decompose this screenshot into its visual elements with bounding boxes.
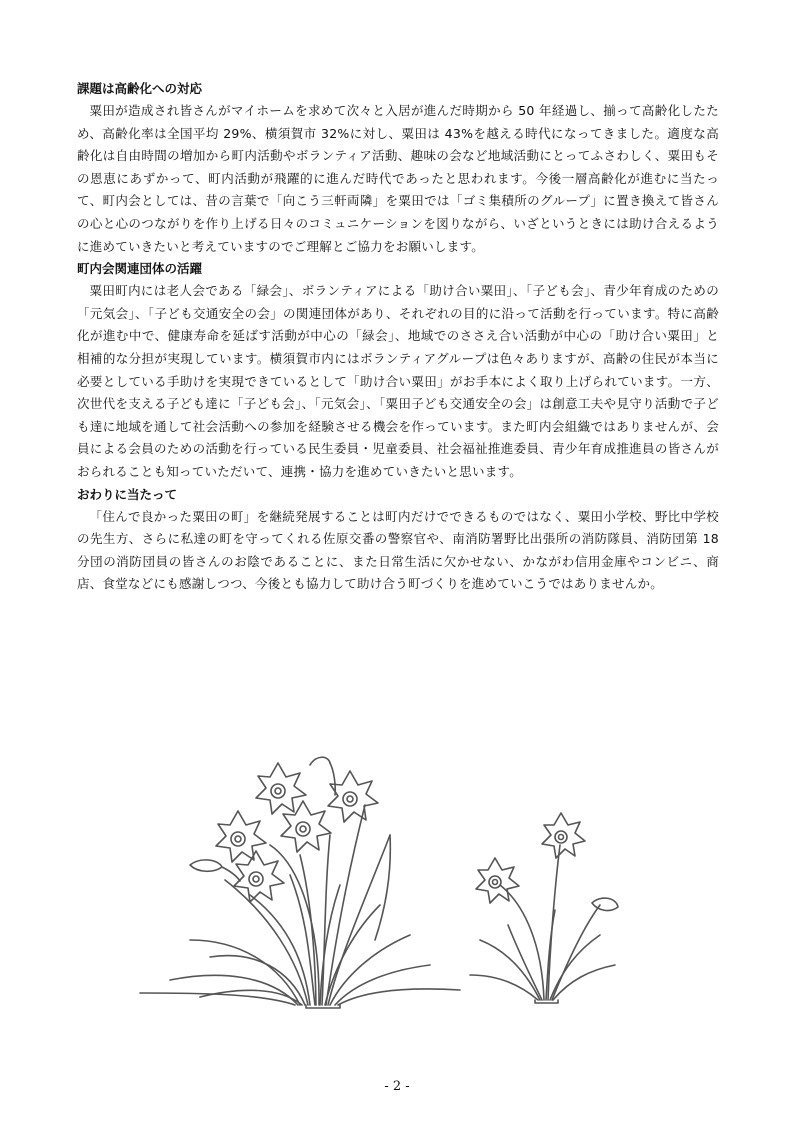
- section-paragraph: 粟田が造成され皆さんがマイホームを求めて次々と入居が進んだ時期から 50 年経過し、揃って高齢化したため、高齢化率は全国平均 29%、横須賀市 32%に対し、粟田は 43%を越える時代になってきました。適度な高齢化は自由時間の増加から町内活動やボランティア活動、趣味の会など地域活動にとってふさわしく、粟田もその恩恵にあずかって、町内活動が飛躍的に進んだ時代であったと思われます。今後一層高齢化が進むに当たって、町内会としては、昔の言葉で「向こう三軒両隣」を粟田では「ゴミ集積所のグループ」に置き換えて皆さんの心と心のつながりを作り上げる日々のコミュニケーションを図りながら、いざというときには助け合えるように進めていきたいと考えていますのでご理解とご協力をお願いします。: [77, 103, 719, 254]
- small-daffodil-cluster-icon: [470, 813, 618, 1003]
- section-related-groups: [77, 258, 719, 483]
- section-closing: [77, 484, 719, 596]
- page-number: - 2 -: [384, 1079, 410, 1094]
- section-heading: おわりに当たって: [77, 486, 178, 502]
- section-paragraph: 「住んで良かった粟田の町」を継続発展することは町内だけでできるものではなく、粟田小学校、野比中学校の先生方、さらに私達の町を守ってくれる佐原交番の警察官や、南消防署野比出張所の消防隊員、消防団第 18 分団の消防団員の皆さんのお陰であることに、また日常生活に欠かせない、かながわ信用金庫やコンビニ、商店、食堂などにも感謝しつつ、今後とも協力して助け合う町づくりを進めていこうではありませんか。: [77, 508, 719, 592]
- section-paragraph: 粟田町内には老人会である「緑会」、ボランティアによる「助け合い粟田」、「子ども会」、青少年育成のための「元気会」、「子ども交通安全の会」の関連団体があり、それぞれの目的に沿って活動を行っています。特に高齢化が進む中で、健康寿命を延ばす活動が中心の「緑会」、地域でのささえ合い活動が中心の「助け合い粟田」と相補的な分担が実現しています。横須賀市内にはボランティアグループは色々ありますが、高齢の住民が本当に必要としている手助けを実現できているとして「助け合い粟田」がお手本によく取り上げられています。一方、次世代を支える子ども達に「子ども会」、「元気会」、「粟田子ども交通安全の会」は創意工夫や見守り活動で子ども達に地域を通して社会活動への参加を経験させる機会を作っています。また町内会組織ではありませんが、会員による会員のための活動を行っている民生委員・児童委員、社会福祉推進委員、青少年育成推進員の皆さんがおられることも知っていただいて、連携・協力を進めていきたいと思います。: [77, 283, 719, 479]
- section-aging-challenge: [77, 78, 719, 258]
- document-body: [77, 78, 719, 596]
- section-heading: 町内会関連団体の活躍: [77, 261, 203, 277]
- large-daffodil-cluster-icon: [140, 757, 460, 1008]
- section-heading: 課題は高齢化への対応: [77, 81, 203, 96]
- daffodil-illustration-icon: [130, 725, 670, 1025]
